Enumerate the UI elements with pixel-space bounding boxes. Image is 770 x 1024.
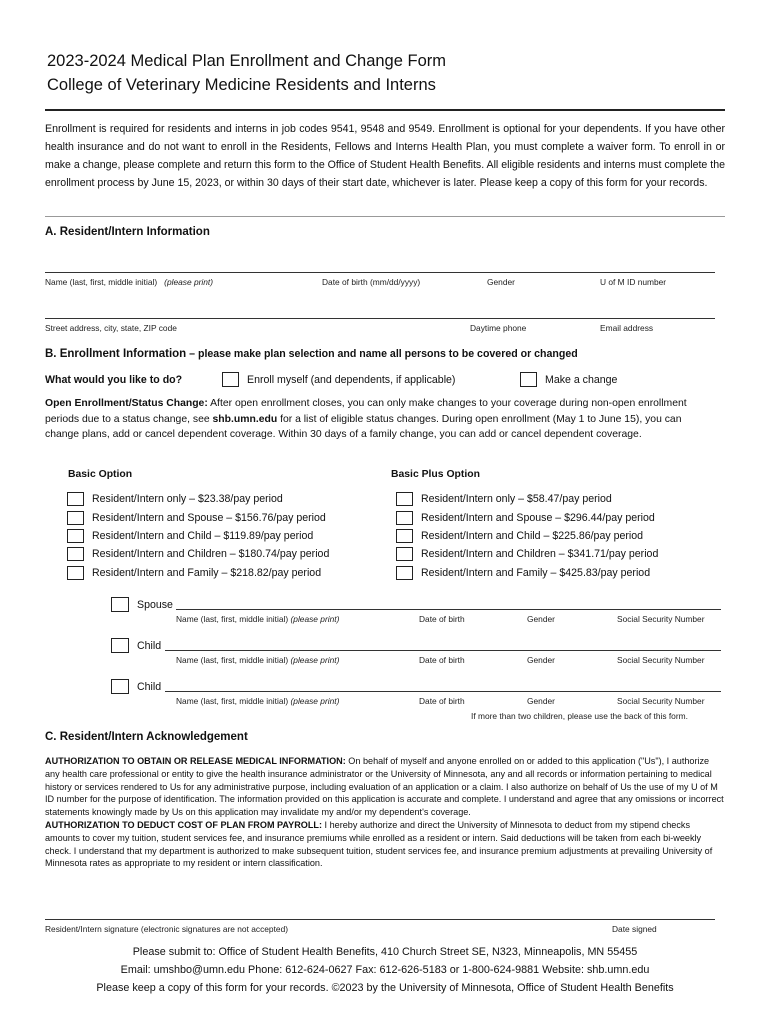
- signature-label: Resident/Intern signature (electronic signatures are not accepted): [45, 924, 289, 934]
- basic-plus-option-2[interactable]: [396, 509, 655, 526]
- basic-plus-option-label: Resident/Intern and Family – $425.83/pay period: [421, 566, 651, 579]
- signature-line[interactable]: [45, 919, 715, 920]
- auth-release-paragraph: AUTHORIZATION TO OBTAIN OR RELEASE MEDICAL INFORMATION: On behalf of myself and anyone enrolled on or added to this application ("Us"), I authorize any health care professional or entity to give the health insurance administrator or the University of Minnesota, any and all records or information pertaining to medical history or services rendered to Us for any administrative purpose, including evaluation of an application or a claim. I also authorize on behalf of Us the use of my U of M ID number for the purpose of identification. The information provided on this application is accurate and complete. I understand and agree that any omissions or incorrect statements knowingly made by Us on this application may invalidate my and/or my dependent's coverage. AUTHORIZATION TO DEDUCT COST OF PLAN FROM PAYROLL: I hereby authorize and direct the University of Minnesota to deduct from my stipend checks amounts to cover my tuition, student services fee, and insurance premiums while enrolled as a resident or intern. Said deductions will be taken from each bi-weekly check. I understand that my department is authorized to make subsequent tuition, student services fee, and insurance premium adjustments at prevailing University of Minnesota rates as appropriate to my resident or intern classification.: [45, 756, 724, 869]
- address-label: Street address, city, state, ZIP code: [45, 323, 177, 333]
- date-signed-label: Date signed: [612, 924, 657, 934]
- footer-address: Please submit to: Office of Student Health Benefits, 410 Church Street SE, N323, Minneapolis, MN 55455: [132, 946, 638, 958]
- basic-option-label: Resident/Intern and Child – $119.89/pay period: [92, 529, 314, 542]
- basic-checkbox-4[interactable]: [67, 547, 84, 561]
- basic-checkbox-3[interactable]: [67, 529, 84, 543]
- more-children-note: If more than two children, please use the back of this form.: [471, 711, 688, 721]
- dependent-ssn-label: Social Security Number: [617, 614, 705, 624]
- dependent-ssn-label: Social Security Number: [617, 655, 705, 665]
- basic-option-3[interactable]: [67, 527, 313, 544]
- basic-plus-option-5[interactable]: [396, 564, 650, 581]
- applicant-row1-line[interactable]: [45, 272, 715, 273]
- enroll-option[interactable]: Enroll myself (and dependents, if applicable): [222, 371, 455, 388]
- dependent-row-3[interactable]: [111, 678, 161, 695]
- dependent-dob-label: Date of birth: [419, 655, 465, 665]
- basic-option-1[interactable]: [67, 490, 283, 507]
- basic-plus-option-heading: Basic Plus Option: [391, 469, 480, 480]
- dependent-name-label: Name (last, first, middle initial) (please print): [176, 696, 340, 706]
- gender-label: Gender: [487, 277, 515, 287]
- dependent-checkbox-3[interactable]: [111, 679, 129, 694]
- dependent-gender-label: Gender: [527, 696, 555, 706]
- dependent-row-2[interactable]: [111, 637, 161, 654]
- basic-plus-checkbox-2[interactable]: [396, 511, 413, 525]
- dependent-type-label: Child: [137, 639, 162, 652]
- dependent-gender-label: Gender: [527, 655, 555, 665]
- basic-plus-option-1[interactable]: [396, 490, 612, 507]
- dependent-checkbox-2[interactable]: [111, 638, 129, 653]
- change-option[interactable]: Make a change: [520, 371, 617, 388]
- dependent-type-label: Child: [137, 680, 162, 693]
- phone-label: Daytime phone: [470, 323, 527, 333]
- basic-option-heading: Basic Option: [68, 469, 133, 480]
- dependent-row-1[interactable]: [111, 596, 173, 613]
- umid-label: U of M ID number: [600, 277, 667, 287]
- dependent-type-label: Spouse: [137, 598, 173, 611]
- basic-option-4[interactable]: [67, 545, 329, 562]
- basic-checkbox-2[interactable]: [67, 511, 84, 525]
- dependent-dob-label: Date of birth: [419, 614, 465, 624]
- basic-checkbox-5[interactable]: [67, 566, 84, 580]
- basic-option-5[interactable]: [67, 564, 321, 581]
- dependent-name-label: Name (last, first, middle initial) (please print): [176, 614, 340, 624]
- plan-question: What would you like to do?: [45, 374, 183, 386]
- dob-label: Date of birth (mm/dd/yyyy): [322, 277, 421, 287]
- basic-option-label: Resident/Intern and Children – $180.74/pay period: [92, 547, 330, 560]
- basic-plus-checkbox-5[interactable]: [396, 566, 413, 580]
- section-a-heading: A. Resident/Intern Information: [45, 226, 210, 238]
- dependent-name-label: Name (last, first, middle initial) (please print): [176, 655, 340, 665]
- header-divider: [45, 109, 725, 111]
- name-label: Name (last, first, middle initial) (please print): [45, 277, 214, 287]
- dependent-entry-line[interactable]: [176, 609, 721, 610]
- basic-option-label: Resident/Intern and Spouse – $156.76/pay period: [92, 511, 326, 524]
- open-enrollment-paragraph: Open Enrollment/Status Change: After open enrollment closes, you can only make changes to your coverage during non-open enrollment periods due to a status change, see shb.umn.edu for a list of eligible status changes. During open enrollment (May 1 to June 15), you can change plans, add or cancel dependent coverage. Within 30 days of a family change, you can add or cancel dependent coverage.: [45, 398, 687, 441]
- basic-plus-option-label: Resident/Intern and Children – $341.71/pay period: [421, 547, 659, 560]
- dependent-entry-line[interactable]: [165, 691, 721, 692]
- dependent-checkbox-1[interactable]: [111, 597, 129, 612]
- basic-plus-checkbox-1[interactable]: [396, 492, 413, 506]
- email-label: Email address: [600, 323, 654, 333]
- form-subtitle: College of Veterinary Medicine Residents and Interns: [47, 76, 436, 94]
- basic-plus-option-4[interactable]: [396, 545, 658, 562]
- form-title: 2023-2024 Medical Plan Enrollment and Change Form: [47, 52, 446, 70]
- change-checkbox[interactable]: [520, 372, 537, 387]
- dependent-entry-line[interactable]: [165, 650, 721, 651]
- basic-checkbox-1[interactable]: [67, 492, 84, 506]
- basic-option-label: Resident/Intern and Family – $218.82/pay period: [92, 566, 322, 579]
- enroll-checkbox[interactable]: [222, 372, 239, 387]
- basic-option-label: Resident/Intern only – $23.38/pay period: [92, 492, 283, 505]
- section-b-heading: B. Enrollment Information – please make plan selection and name all persons to be covered or changed: [45, 348, 578, 360]
- basic-option-2[interactable]: [67, 509, 326, 526]
- intro-divider: [45, 216, 725, 217]
- intro-paragraph: Enrollment is required for residents and interns in job codes 9541, 9548 and 9549. Enrollment is optional for your dependents. If you have other health insurance and do not want to enroll in the Residents, Fellows and Interns Health Plan, you must complete a waiver form. To enroll in or make a change, please complete and return this form to the Office of Student Health Benefits. All eligible residents and interns must complete the enrollment process by June 15, 2023, or within 30 days of their start date, whichever is later. Please keep a copy of this form for your records.: [45, 123, 725, 189]
- section-c-heading: C. Resident/Intern Acknowledgement: [45, 731, 248, 743]
- footer-contact: Email: umshbo@umn.edu Phone: 612-624-0627 Fax: 612-626-5183 or 1-800-624-9881 Website: shb.umn.edu: [120, 964, 650, 976]
- basic-plus-checkbox-4[interactable]: [396, 547, 413, 561]
- basic-plus-option-label: Resident/Intern and Child – $225.86/pay period: [421, 529, 644, 542]
- basic-plus-checkbox-3[interactable]: [396, 529, 413, 543]
- applicant-row2-line[interactable]: [45, 318, 715, 319]
- footer-copyright: Please keep a copy of this form for your records. ©2023 by the University of Minnesota, Office of Student Health Benefits: [96, 982, 674, 994]
- dependent-gender-label: Gender: [527, 614, 555, 624]
- basic-plus-option-label: Resident/Intern only – $58.47/pay period: [421, 492, 612, 505]
- basic-plus-option-3[interactable]: [396, 527, 643, 544]
- basic-plus-option-label: Resident/Intern and Spouse – $296.44/pay period: [421, 511, 655, 524]
- dependent-ssn-label: Social Security Number: [617, 696, 705, 706]
- dependent-dob-label: Date of birth: [419, 696, 465, 706]
